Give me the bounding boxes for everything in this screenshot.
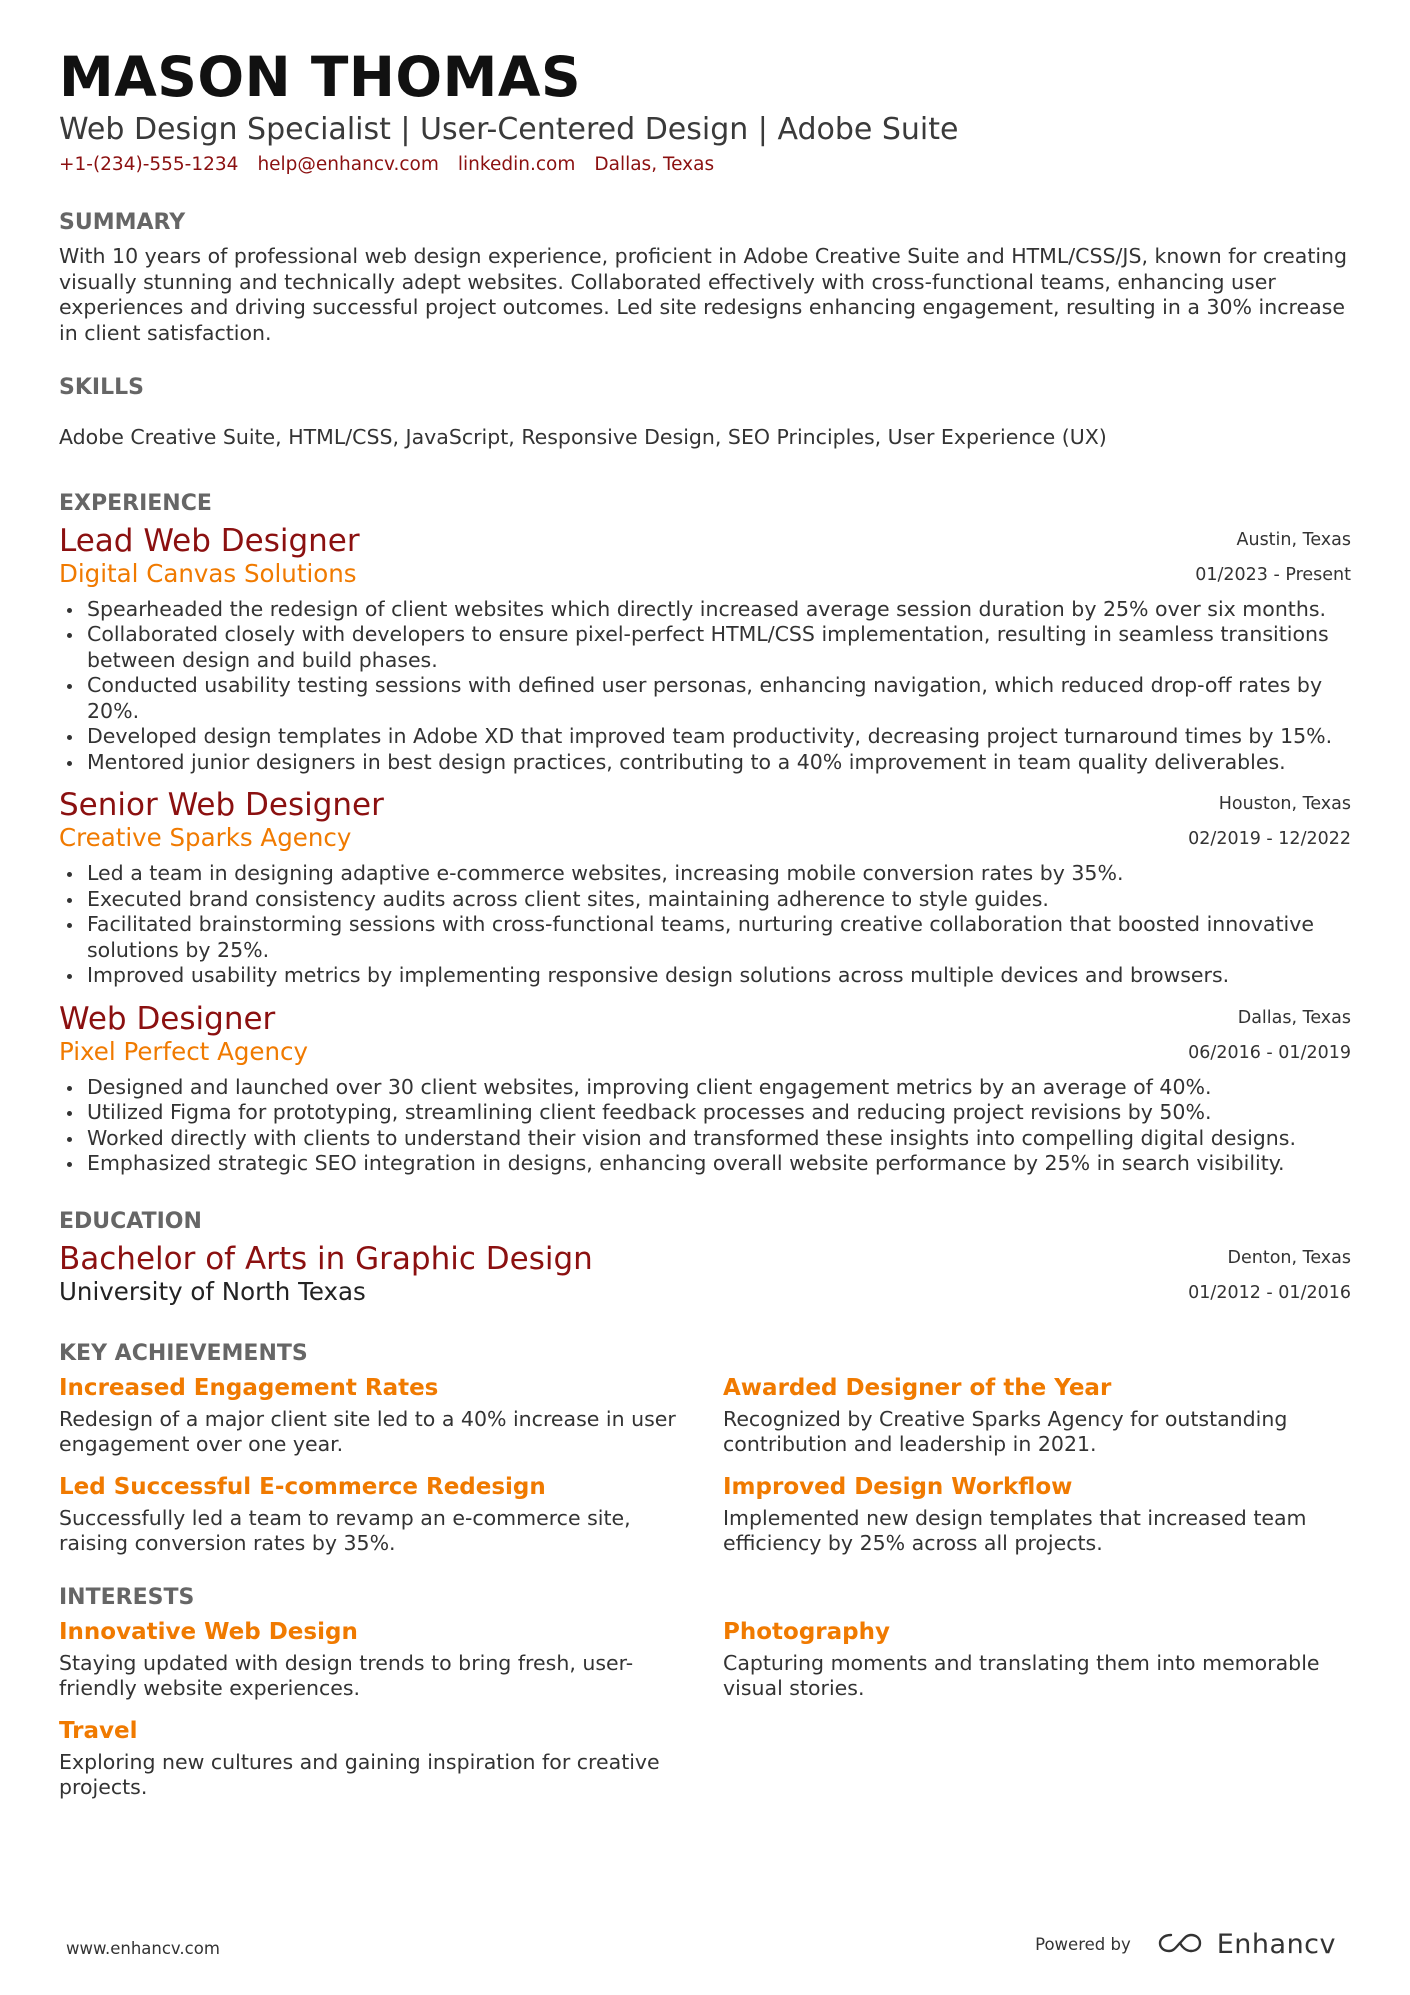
bullet-item: Led a team in designing adaptive e-commerce websites, increasing mobile conversion rates by 35%.: [87, 861, 1351, 887]
school-name: University of North Texas: [59, 1276, 366, 1306]
job-meta: [1195, 523, 1351, 593]
enhancv-brand-text: Enhancv: [1216, 1929, 1336, 1960]
achievement-card: [59, 1472, 703, 1557]
achievement-title: Increased Engagement Rates: [59, 1374, 439, 1401]
footer-branding: [1035, 1929, 1336, 1960]
footer-website-link[interactable]: www.enhancv.com: [66, 1939, 220, 1958]
interests-grid: [59, 1617, 1351, 1815]
achievements-heading: KEY ACHIEVEMENTS: [59, 1340, 308, 1366]
degree-title: Bachelor of Arts in Graphic Design: [59, 1240, 593, 1277]
achievement-text: Recognized by Creative Sparks Agency for outstanding contribution and leadership in 2021.: [723, 1406, 1288, 1456]
bullet-item: Worked directly with clients to understand their vision and transformed these insights into compelling digital designs.: [87, 1126, 1351, 1152]
headline: Web Design Specialist | User-Centered Design | Adobe Suite: [59, 112, 959, 147]
job-location: Houston, Texas: [1218, 794, 1351, 814]
interest-card: [723, 1617, 1367, 1702]
job-location: Austin, Texas: [1236, 529, 1351, 550]
bullet-item: Facilitated brainstorming sessions with cross-functional teams, nurturing creative collaboration that boosted innovative solutions by 25%.: [87, 912, 1351, 963]
job-company: Digital Canvas Solutions: [59, 558, 357, 588]
job-dates: 01/2023 - Present: [1195, 564, 1351, 585]
interest-title: Travel: [59, 1717, 138, 1744]
bullet-item: Mentored junior designers in best design practices, contributing to a 40% improvement in team quality deliverables.: [87, 750, 1351, 776]
job-meta: [1188, 1001, 1351, 1071]
interest-card: [59, 1716, 703, 1801]
job-bullets: [59, 1075, 1351, 1177]
interest-title: Photography: [723, 1618, 890, 1645]
job-company: Pixel Perfect Agency: [59, 1036, 308, 1066]
experience-entry: [59, 1001, 1351, 1177]
bullet-item: Emphasized strategic SEO integration in designs, enhancing overall website performance by 25% in search visibility.: [87, 1151, 1351, 1177]
job-company: Creative Sparks Agency: [59, 823, 352, 852]
job-meta: [1188, 787, 1351, 857]
page-footer: [0, 1925, 1410, 1965]
email-link[interactable]: help@enhancv.com: [257, 154, 439, 175]
summary-heading: SUMMARY: [59, 210, 186, 235]
job-role: Lead Web Designer: [59, 522, 360, 559]
achievement-text: Implemented new design templates that increased team efficiency by 25% across all projects.: [723, 1505, 1307, 1555]
experience-entry: [59, 523, 1351, 776]
education-dates: 01/2012 - 01/2016: [1188, 1282, 1351, 1303]
bullet-item: Spearheaded the redesign of client websites which directly increased average session duration by 25% over six months.: [87, 597, 1351, 623]
job-bullets: [59, 861, 1351, 989]
summary-text: With 10 years of professional web design experience, proficient in Adobe Creative Suite and HTML/CSS/JS, known for creating visually stunning and technically adept websites. Collaborated effectively with cross-functional teams, enhancing user experiences and driving successful project outcomes. Led site redesigns enhancing engagement, resulting in a 30% increase in client satisfaction.: [59, 244, 1348, 345]
job-role: Web Designer: [59, 1000, 276, 1037]
bullet-item: Utilized Figma for prototyping, streamlining client feedback processes and reducing project revisions by 50%.: [87, 1100, 1351, 1126]
achievement-title: Improved Design Workflow: [723, 1473, 1073, 1500]
bullet-item: Improved usability metrics by implementing responsive design solutions across multiple devices and browsers.: [87, 963, 1351, 989]
contact-row: [59, 152, 1351, 178]
phone-link[interactable]: +1-(234)-555-1234: [59, 154, 239, 175]
interest-text: Capturing moments and translating them into memorable visual stories.: [723, 1650, 1320, 1700]
job-dates: 02/2019 - 12/2022: [1188, 829, 1351, 849]
interest-card: [59, 1617, 703, 1702]
interests-heading: INTERESTS: [59, 1584, 195, 1610]
bullet-item: Conducted usability testing sessions with defined user personas, enhancing navigation, which reduced drop-off rates by 20%.: [87, 673, 1351, 724]
education-heading: EDUCATION: [59, 1208, 202, 1234]
education-entry: [59, 1241, 1351, 1311]
education-meta: [1188, 1241, 1351, 1311]
interest-text: Exploring new cultures and gaining inspiration for creative projects.: [59, 1749, 660, 1799]
achievement-title: Led Successful E-commerce Redesign: [59, 1473, 546, 1500]
job-role: Senior Web Designer: [59, 787, 384, 823]
bullet-item: Collaborated closely with developers to ensure pixel-perfect HTML/CSS implementation, resulting in seamless transitions between design and build phases.: [87, 622, 1351, 673]
achievement-title: Awarded Designer of the Year: [723, 1374, 1112, 1401]
job-location: Dallas, Texas: [1237, 1007, 1351, 1028]
experience-entry: [59, 787, 1351, 989]
job-dates: 06/2016 - 01/2019: [1188, 1042, 1351, 1063]
bullet-item: Developed design templates in Adobe XD that improved team productivity, decreasing project turnaround times by 15%.: [87, 724, 1351, 750]
achievement-text: Redesign of a major client site led to a 40% increase in user engagement over one year.: [59, 1406, 676, 1456]
interest-title: Innovative Web Design: [59, 1618, 358, 1645]
bullet-item: Executed brand consistency audits across client sites, maintaining adherence to style guides.: [87, 887, 1351, 913]
candidate-name: MASON THOMAS: [59, 45, 582, 109]
education-location: Denton, Texas: [1227, 1247, 1351, 1268]
achievement-card: [723, 1472, 1367, 1557]
bullet-item: Designed and launched over 30 client websites, improving client engagement metrics by an average of 40%.: [87, 1075, 1351, 1101]
skills-text: Adobe Creative Suite, HTML/CSS, JavaScript, Responsive Design, SEO Principles, User Experience (UX): [59, 425, 1107, 449]
interest-text: Staying updated with design trends to bring fresh, user-friendly website experiences.: [59, 1650, 634, 1700]
experience-heading: EXPERIENCE: [59, 490, 212, 516]
powered-by-text: Powered by: [1035, 1935, 1131, 1954]
achievement-card: [59, 1373, 703, 1458]
location-text: Dallas, Texas: [594, 154, 715, 175]
achievements-grid: [59, 1373, 1351, 1571]
achievement-text: Successfully led a team to revamp an e-commerce site, raising conversion rates by 35%.: [59, 1505, 631, 1555]
skills-heading: SKILLS: [59, 375, 144, 400]
linkedin-link[interactable]: linkedin.com: [457, 154, 576, 175]
enhancv-logo-icon: [1157, 1930, 1203, 1960]
job-bullets: [59, 597, 1351, 776]
achievement-card: [723, 1373, 1367, 1458]
